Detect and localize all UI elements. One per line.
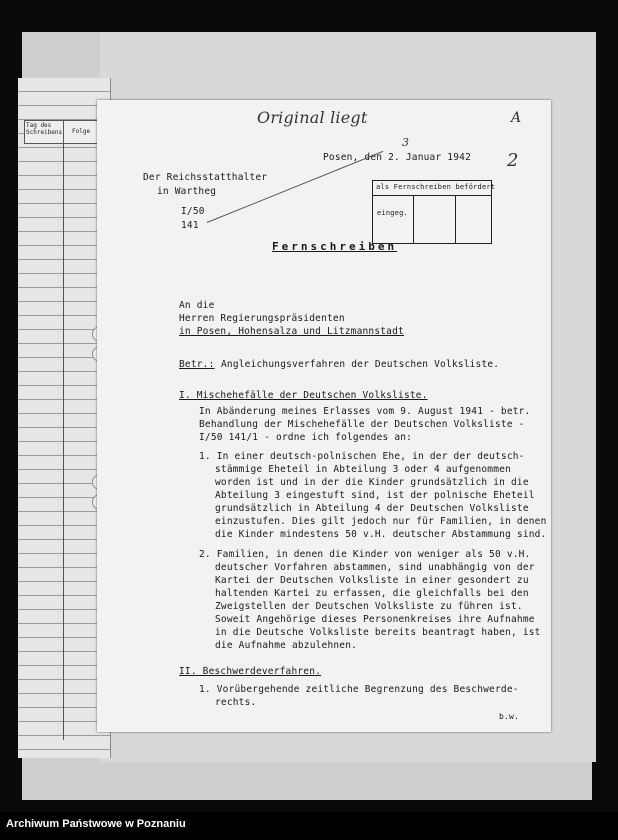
reference-number: 141 <box>181 220 199 231</box>
stamp-divider <box>455 195 456 243</box>
recipient-line: Herren Regierungspräsidenten <box>179 313 345 324</box>
place-date: Posen, den 2. Januar 1942 <box>323 152 471 163</box>
item-line: grundsätzlich in Abteilung 4 der Deutschen Volksliste <box>215 503 529 514</box>
document-type: Fernschreiben <box>272 240 398 253</box>
section-title: I. Mischehefälle der Deutschen Volksliste. <box>179 390 428 401</box>
item-line: deutscher Vorfahren abstammen, sind unabhängig von der <box>215 562 535 573</box>
item-line: worden ist und in der die Kinder grundsätzlich in die <box>215 477 529 488</box>
stamp-divider <box>413 195 414 243</box>
subject-text: Angleichungsverfahren der Deutschen Volksliste. <box>221 359 500 370</box>
item-line: stämmige Eheteil in Abteilung 3 oder 4 aufgenommen <box>215 464 511 475</box>
reference-code: I/50 <box>181 206 205 217</box>
section-title: II. Beschwerdeverfahren. <box>179 666 322 677</box>
item-line: rechts. <box>215 697 257 708</box>
page-turn-mark: b.w. <box>499 712 520 721</box>
handwritten-note: Original liegt <box>257 108 368 127</box>
folio-number: 2 <box>507 150 519 171</box>
item-line: Abteilung 3 eingestuft sind, ist der polnische Eheteil <box>215 490 535 501</box>
transmission-stamp <box>372 180 496 244</box>
page-mark: A <box>511 110 522 126</box>
recipient-line: An die <box>179 300 215 311</box>
archive-footer <box>0 812 618 840</box>
ledger-col-sequence: Folge <box>72 128 91 135</box>
intro-line: Behandlung der Mischehefälle der Deutschen Volksliste - <box>199 419 525 430</box>
item-line: 1. In einer deutsch-polnischen Ehe, in der der deutsch- <box>199 451 525 462</box>
item-line: die Kinder mindestens 50 v.H. deutscher Abstammung sind. <box>215 529 547 540</box>
sender-line: in Wartheg <box>157 186 217 197</box>
item-line: 1. Vorübergehende zeitliche Begrenzung des Beschwerde- <box>199 684 519 695</box>
item-line: Soweit Angehörige dieses Personenkreises ihre Aufnahme <box>215 614 535 625</box>
recipient-line: in Posen, Hohensalza und Litzmannstadt <box>179 326 404 337</box>
item-line: in die Deutsche Volksliste bereits beantragt haben, ist <box>215 627 541 638</box>
item-line: Zweigstellen der Deutschen Volksliste zu führen ist. <box>215 601 523 612</box>
number-mark: 3 <box>402 136 410 149</box>
ledger-column-divider <box>63 120 64 740</box>
item-line: 2. Familien, in denen die Kinder von weniger als 50 v.H. <box>199 549 531 560</box>
item-line: haltenden Kartei zu erfassen, die gleichfalls bei den <box>215 588 529 599</box>
archive-name: Archiwum Państwowe w Poznaniu <box>6 818 186 830</box>
sender-line: Der Reichsstatthalter <box>143 172 268 183</box>
item-line: Kartei der Deutschen Volksliste in einer gesondert zu <box>215 575 529 586</box>
subject-label: Betr.: <box>179 359 215 370</box>
ledger-col-date: Tag des Schreibens <box>26 122 63 136</box>
item-line: die Aufnahme abzulehnen. <box>215 640 358 651</box>
stamp-received-label: eingeg. <box>377 209 408 217</box>
intro-line: In Abänderung meines Erlasses vom 9. August 1941 - betr. <box>199 406 531 417</box>
telegram-letter <box>97 100 551 732</box>
pencil-stroke <box>207 151 384 223</box>
item-line: einzustufen. Dies gilt jedoch nur für Familien, in denen <box>215 516 547 527</box>
intro-line: I/50 141/1 - ordne ich folgendes an: <box>199 432 413 443</box>
stamp-title: als Fernschreiben befördert <box>376 183 496 191</box>
